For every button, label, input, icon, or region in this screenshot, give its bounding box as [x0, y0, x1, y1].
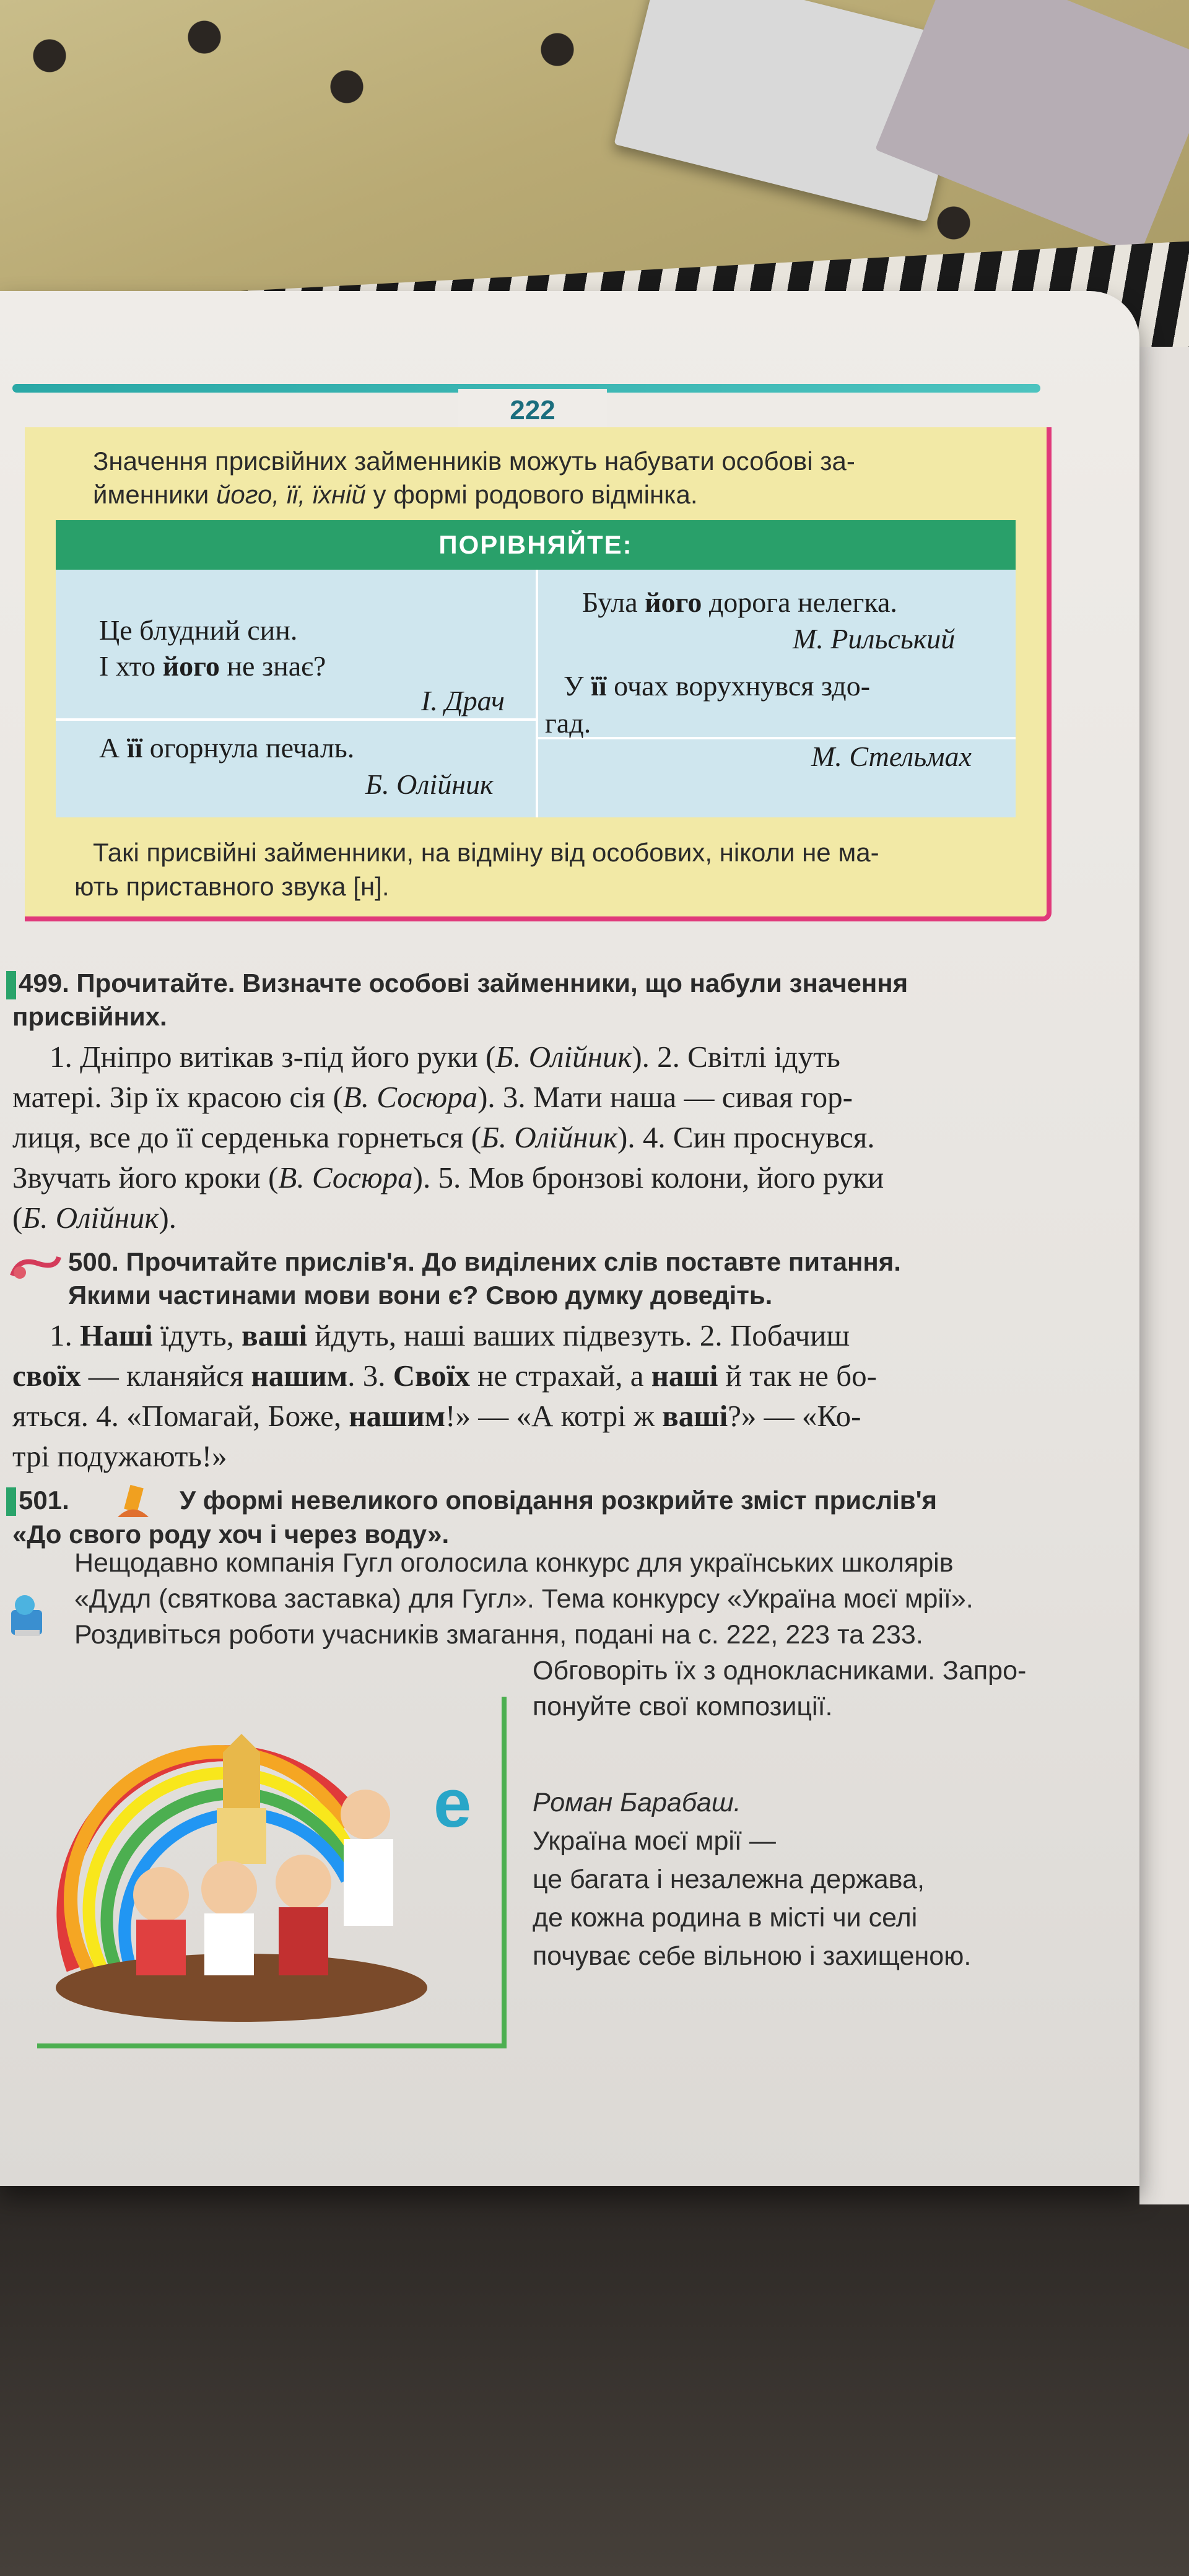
compare-row-line-left: [56, 718, 536, 721]
lt-a: І хто: [99, 650, 163, 682]
exercise-500-line-4: трі подужають!»: [12, 1439, 227, 1473]
exercise-499-title-text: Прочитайте. Визначте особові займенники, що набули значення: [76, 968, 908, 998]
e499-l3b: ). 4. Син проснувся.: [617, 1120, 875, 1154]
task-line-2: «Дудл (святкова заставка) для Гугл». Тема конкурсу «Україна моєї мрії».: [74, 1584, 973, 1614]
e500-l2c: — кланяйся: [81, 1359, 251, 1393]
compare-header: ПОРІВНЯЙТЕ:: [56, 520, 1016, 570]
exercise-500-line-2: [12, 1356, 1078, 1396]
rb-a: У: [564, 670, 591, 702]
compare-right-bottom-line-2: гад.: [545, 707, 591, 739]
doodle-illustration: [37, 1734, 495, 2031]
lb-b: огорнула печаль.: [142, 732, 355, 764]
exercise-marker-501: [6, 1487, 16, 1516]
e500-l2b4: наші: [651, 1359, 718, 1393]
e499-l4b: ). 5. Мов бронзові колони, його руки: [412, 1160, 884, 1194]
exercise-500-title-1: [68, 1245, 901, 1279]
e499-l1b: ). 2. Світлі ідуть: [632, 1040, 840, 1074]
exercise-501-title-1: [19, 1483, 69, 1518]
rb-b: очах ворухнувся здо-: [606, 670, 871, 702]
e499-l3: лиця, все до її серденька горнеться (: [12, 1120, 482, 1154]
rt-b: дорога нелегка.: [702, 586, 897, 618]
e500-l3a: яться. 4. «Помагай, Боже,: [12, 1399, 349, 1433]
compare-row-line-right: [538, 737, 1016, 739]
e500-l1a: 1.: [50, 1318, 80, 1352]
rule-note-line-1: Такі присвійні займенники, на відміну від особових, ніколи не ма-: [93, 838, 879, 867]
e499-l5b: ).: [159, 1201, 176, 1235]
exercise-499-line-1: [50, 1037, 1115, 1077]
exercise-500-title-2: Якими частинами мови вони є? Свою думку доведіть.: [68, 1281, 773, 1310]
exercise-499-line-4: [12, 1158, 1078, 1198]
rule-line-1: Значення присвійних займенників можуть набувати особові за-: [93, 446, 855, 476]
background-below-page: [0, 2186, 1189, 2576]
exercise-499-line-2: [12, 1077, 1078, 1117]
rt-bold: його: [645, 586, 702, 618]
e500-l1b2: ваші: [242, 1318, 308, 1352]
compare-left-bottom-author: Б. Олійник: [365, 768, 494, 800]
exercise-499-number: 499.: [19, 968, 69, 998]
exercise-500-line-1: [50, 1316, 1115, 1355]
quote-line-2: це багата і незалежна держава,: [533, 1865, 925, 1894]
exercise-500-line-3: [12, 1396, 1078, 1436]
compare-left-bottom-line: [99, 731, 354, 765]
e499-l5: (: [12, 1201, 23, 1235]
compare-right-bottom-line-1: [564, 669, 870, 703]
e500-l2e: не страхай, а: [469, 1359, 651, 1393]
rule-note-line-2: ють приставного звука [н].: [74, 872, 390, 901]
e499-l2a: В. Сосюра: [342, 1080, 478, 1114]
e500-l3c: !» — «А котрі ж: [445, 1399, 663, 1433]
rule-line-2: [93, 478, 698, 511]
compare-right-bottom-author: М. Стельмах: [811, 741, 972, 772]
rule-line-2-suffix: у формі родового відмінка.: [365, 480, 698, 509]
hand-book-icon: [115, 1483, 158, 1520]
compare-left-top-author: І. Драч: [421, 685, 505, 716]
e500-l1b1: Наші: [80, 1318, 153, 1352]
e499-l2: матері. Зір їх красою сія (: [12, 1080, 343, 1114]
pencil-icon: [6, 1245, 62, 1288]
compare-left-top-line-2: [99, 649, 326, 684]
quote-line-3: де кожна родина в місті чи селі: [533, 1903, 918, 1933]
exercise-marker-499: [6, 971, 16, 999]
rb-bold: її: [591, 670, 607, 702]
e499-l1: 1. Дніпро витікав з-під його руки (: [50, 1040, 496, 1074]
e499-l3a: Б. Олійник: [481, 1120, 618, 1154]
rule-line-2-italic: його, її, їхній: [216, 480, 366, 509]
lb-a: А: [99, 732, 127, 764]
e500-l3d: ?» — «Ко-: [728, 1399, 861, 1433]
exercise-500-title-text: Прочитайте прислів'я. До виділених слів поставте питання.: [126, 1247, 901, 1276]
compare-right-top-author: М. Рильський: [793, 623, 956, 655]
exercise-501-title-2: «До свого роду хоч і через воду».: [12, 1520, 450, 1549]
e499-l4a: В. Сосюра: [278, 1160, 413, 1194]
lt-b: не знає?: [219, 650, 326, 682]
rt-a: Була: [582, 586, 645, 618]
lt-bold: його: [162, 650, 220, 682]
e499-l4: Звучать його кроки (: [12, 1160, 279, 1194]
quote-block: [533, 1783, 971, 1975]
computer-globe-icon: [6, 1591, 50, 1641]
exercise-500-number: 500.: [68, 1247, 119, 1276]
task-line-1: Нещодавно компанія Гугл оголосила конкурс для українських школярів: [74, 1548, 954, 1578]
e500-l3b2: ваші: [662, 1399, 728, 1433]
e500-l2b1: своїх: [12, 1359, 81, 1393]
e499-l2b: ). 3. Мати наша — сивая гор-: [477, 1080, 853, 1114]
task-line-3: Роздивіться роботи учасників змагання, подані на с. 222, 223 та 233.: [74, 1620, 923, 1650]
rule-line-2-prefix: йменники: [93, 480, 217, 509]
svg-text:e: e: [433, 1765, 472, 1842]
e500-l2d: . 3.: [347, 1359, 393, 1393]
exercise-499-line-3: [12, 1118, 1078, 1157]
exercise-499-title-2: присвійних.: [12, 1002, 167, 1031]
e500-l1c: їдуть,: [152, 1318, 242, 1352]
e500-l3b1: нашим: [349, 1399, 446, 1433]
task-line-5: понуйте свої композиції.: [533, 1692, 833, 1721]
compare-left-top-line-1: Це блудний син.: [99, 614, 298, 646]
exercise-499-line-5: [12, 1198, 1078, 1238]
e500-l2f: й так не бо-: [718, 1359, 877, 1393]
exercise-501-number: 501.: [19, 1486, 69, 1515]
quote-author: Роман Барабаш.: [533, 1788, 741, 1817]
compare-divider: [536, 570, 538, 817]
exercise-501-title-text: У формі невеликого оповідання розкрийте зміст прислів'я: [180, 1486, 938, 1515]
exercise-499-title-1: [19, 966, 908, 1001]
page-number: 222: [458, 389, 607, 432]
e499-l1a: Б. Олійник: [495, 1040, 632, 1074]
compare-right-top-line: [582, 585, 897, 620]
lb-bold: її: [126, 732, 143, 764]
e499-l5a: Б. Олійник: [22, 1201, 159, 1235]
quote-line-4: почуває себе вільною і захищеною.: [533, 1941, 972, 1971]
next-page-edge: [1139, 347, 1189, 2204]
task-line-4: Обговоріть їх з однокласниками. Запро-: [533, 1656, 1027, 1686]
e500-l2b3: Своїх: [393, 1359, 470, 1393]
e500-l1d: йдуть, наші ваших підвезуть. 2. Побачиш: [307, 1318, 850, 1352]
e500-l2b2: нашим: [251, 1359, 348, 1393]
quote-line-1: Україна моєї мрії —: [533, 1826, 776, 1856]
